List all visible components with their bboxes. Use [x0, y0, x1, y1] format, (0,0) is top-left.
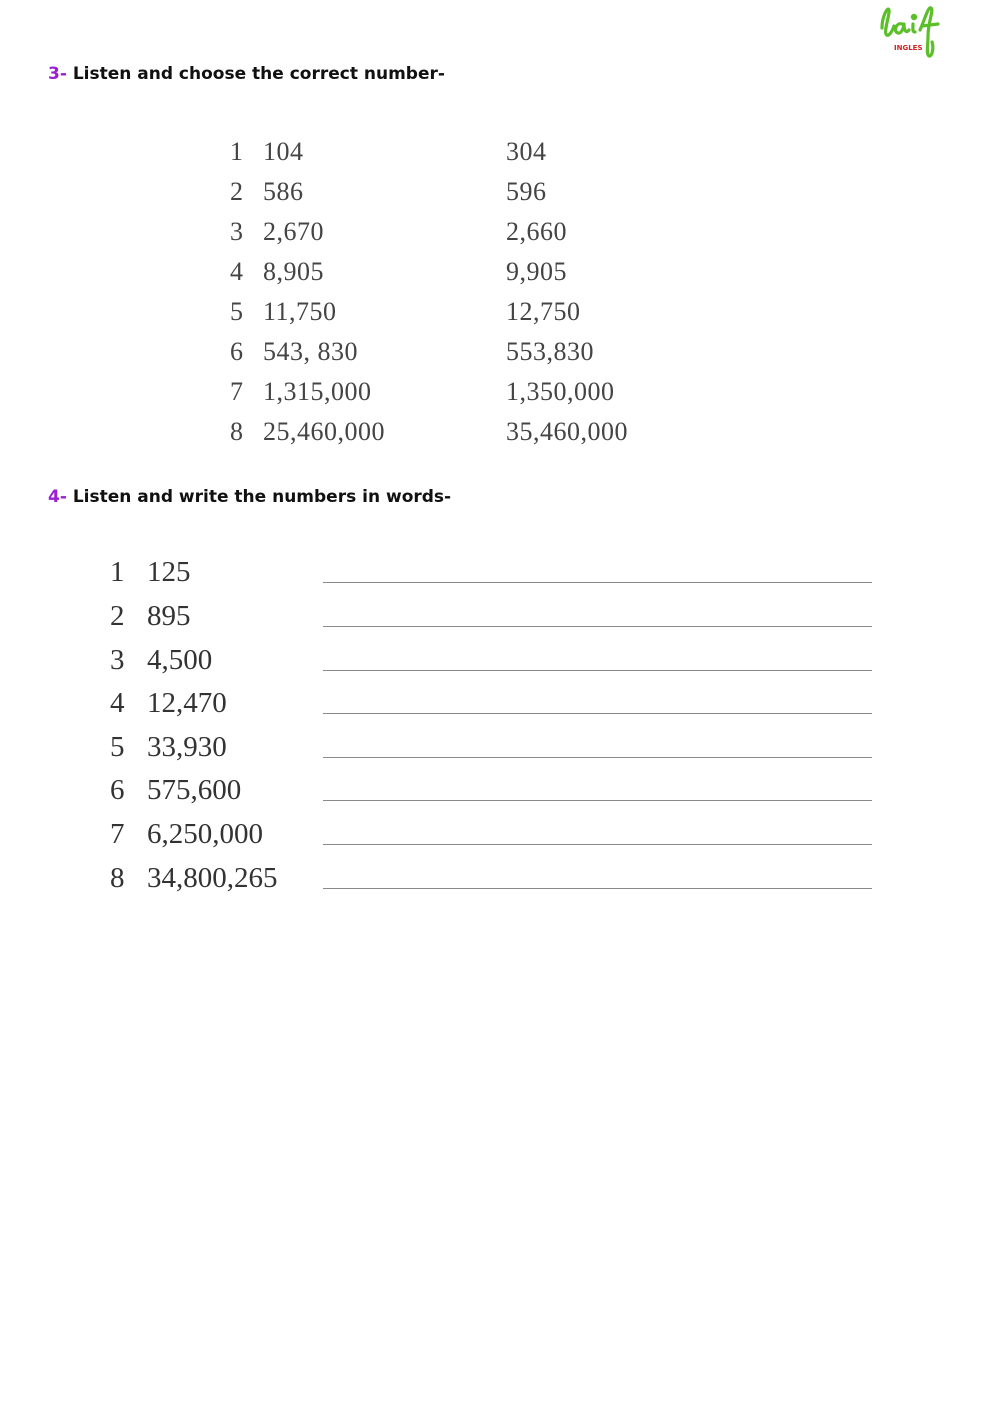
option-b[interactable]: 596	[506, 177, 547, 206]
write-row	[110, 556, 875, 600]
write-row	[110, 644, 875, 688]
row-index: 3	[230, 217, 244, 246]
answer-line[interactable]	[323, 888, 872, 889]
option-a[interactable]: 1,315,000	[263, 377, 372, 406]
section-4-title: Listen and write the numbers in words-	[72, 487, 452, 507]
write-row	[110, 600, 875, 644]
option-b[interactable]: 1,350,000	[506, 377, 615, 406]
option-a[interactable]: 8,905	[263, 257, 324, 286]
row-index: 2	[230, 177, 244, 206]
option-b[interactable]: 12,750	[506, 297, 581, 326]
write-row	[110, 731, 875, 775]
row-index: 8	[110, 862, 125, 894]
write-row	[110, 818, 875, 862]
answer-line[interactable]	[323, 582, 872, 583]
section-4-number: 4-	[48, 487, 67, 507]
section-4-heading	[48, 487, 451, 507]
option-a[interactable]: 11,750	[263, 297, 337, 326]
row-index: 7	[230, 377, 244, 406]
row-index: 4	[230, 257, 244, 286]
row-index: 6	[230, 337, 244, 366]
row-value: 6,250,000	[147, 818, 263, 850]
option-a[interactable]: 543, 830	[263, 337, 358, 366]
row-index: 5	[230, 297, 244, 326]
laif-ingles-logo	[876, 2, 948, 60]
section-3-heading	[48, 64, 445, 84]
option-b[interactable]: 304	[506, 137, 547, 166]
answer-line[interactable]	[323, 670, 872, 671]
option-b[interactable]: 35,460,000	[506, 417, 628, 446]
option-a[interactable]: 25,460,000	[263, 417, 385, 446]
answer-line[interactable]	[323, 757, 872, 758]
logo-tagline: INGLES	[894, 44, 923, 52]
answer-line[interactable]	[323, 713, 872, 714]
row-value: 125	[147, 556, 191, 588]
row-index: 2	[110, 600, 125, 632]
option-b[interactable]: 2,660	[506, 217, 567, 246]
answer-line[interactable]	[323, 800, 872, 801]
option-a[interactable]: 104	[263, 137, 304, 166]
answer-line[interactable]	[323, 844, 872, 845]
answer-line[interactable]	[323, 626, 872, 627]
row-index: 7	[110, 818, 125, 850]
option-b[interactable]: 9,905	[506, 257, 567, 286]
section-3-number: 3-	[48, 64, 67, 84]
row-index: 4	[110, 687, 125, 719]
row-index: 1	[110, 556, 125, 588]
row-index: 3	[110, 644, 125, 676]
row-value: 34,800,265	[147, 862, 278, 894]
row-value: 4,500	[147, 644, 213, 676]
row-value: 575,600	[147, 774, 242, 806]
row-value: 895	[147, 600, 191, 632]
write-row	[110, 774, 875, 818]
write-row	[110, 862, 875, 906]
write-row	[110, 687, 875, 731]
option-a[interactable]: 586	[263, 177, 304, 206]
section-3-title: Listen and choose the correct number-	[72, 64, 445, 84]
row-value: 12,470	[147, 687, 227, 719]
option-a[interactable]: 2,670	[263, 217, 324, 246]
row-index: 8	[230, 417, 244, 446]
row-index: 6	[110, 774, 125, 806]
row-value: 33,930	[147, 731, 227, 763]
option-b[interactable]: 553,830	[506, 337, 594, 366]
row-index: 1	[230, 137, 244, 166]
row-index: 5	[110, 731, 125, 763]
